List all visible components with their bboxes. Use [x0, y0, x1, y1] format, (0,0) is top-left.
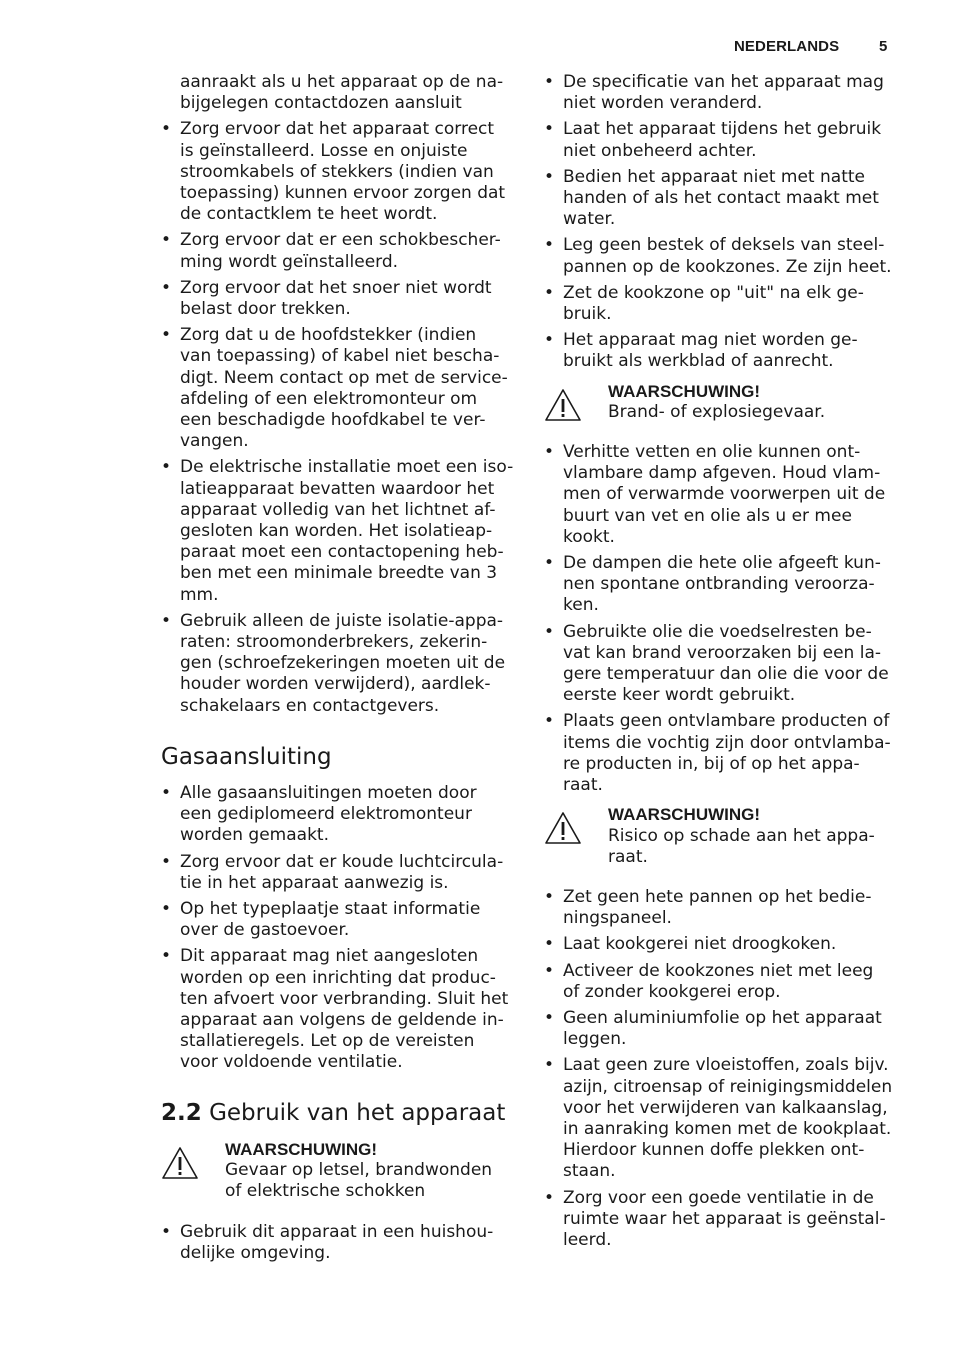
- bullet-icon: •: [544, 1187, 555, 1208]
- text-line: vangen.: [180, 431, 249, 452]
- bullet-list-usage: [161, 1222, 521, 1264]
- list-item: [161, 852, 521, 894]
- text-line: belast door trekken.: [180, 299, 351, 320]
- text-line: pannen op de kookzones. Ze zijn heet.: [563, 256, 892, 277]
- list-item: [544, 442, 904, 548]
- text-line: gere temperatuur dan olie die voor de: [563, 664, 889, 685]
- text-line: bruik.: [563, 304, 612, 325]
- bullet-icon: •: [161, 851, 172, 872]
- bullet-icon: •: [161, 277, 172, 298]
- bullet-list-fire: [544, 442, 904, 796]
- text-line: toepassing) kunnen ervoor zorgen dat: [180, 183, 506, 204]
- text-line: water.: [563, 209, 616, 230]
- text-line: eerste keer wordt gebruikt.: [563, 685, 796, 706]
- text-line: leggen.: [563, 1029, 627, 1050]
- text-line: stroomkabels of stekkers (indien van: [180, 161, 494, 182]
- bullet-icon: •: [161, 946, 172, 967]
- text-line: De elektrische installatie moet een iso-: [180, 457, 514, 478]
- list-item: [161, 457, 521, 605]
- list-item: [544, 711, 904, 796]
- text-line: worden gemaakt.: [180, 825, 329, 846]
- text-line: De specificatie van het apparaat mag: [563, 72, 884, 92]
- text-line: tie in het apparaat aanwezig is.: [180, 872, 449, 893]
- text-line: Zorg ervoor dat het snoer niet wordt: [180, 277, 492, 298]
- warning-block: [544, 804, 904, 868]
- text-line: Laat het apparaat tijdens het gebruik: [563, 119, 882, 140]
- text-line: Gebruik dit apparaat in een huishou-: [180, 1222, 494, 1243]
- text-line: raat.: [563, 775, 603, 796]
- text-line: bruikt als werkblad of aanrecht.: [563, 351, 834, 372]
- bullet-icon: •: [544, 1055, 555, 1076]
- list-item: [544, 235, 904, 277]
- warning-triangle-icon: [544, 388, 582, 422]
- text-line: Gebruik alleen de juiste isolatie-appa-: [180, 610, 504, 631]
- warning-triangle-icon: [544, 811, 582, 845]
- text-line: een gediplomeerd elektromonteur: [180, 804, 472, 825]
- text-line: gen (schroefzekeringen moeten uit de: [180, 653, 506, 674]
- page-header: [700, 38, 900, 58]
- text-line: gesloten kan worden. Het isolatieap-: [180, 521, 493, 542]
- warning-text: [608, 826, 904, 868]
- text-line: schakelaars en contactgevers.: [180, 695, 440, 716]
- text-line: buurt van vet en olie als u er mee: [563, 505, 852, 526]
- text-line: Activeer de kookzones niet met leeg: [563, 960, 874, 981]
- warning-block: [161, 1139, 521, 1203]
- list-item: [544, 887, 904, 929]
- list-item: [161, 230, 521, 272]
- text-line: voor voldoende ventilatie.: [180, 1052, 403, 1073]
- continued-text: [161, 72, 521, 114]
- list-item: [544, 1055, 904, 1182]
- warning-title: WAARSCHUWING!: [608, 805, 761, 825]
- text-line: Het apparaat mag niet worden ge-: [563, 330, 858, 351]
- text-line: Zet geen hete pannen op het bedie-: [563, 886, 872, 907]
- text-line: Gevaar op letsel, brandwonden: [225, 1159, 493, 1180]
- list-item: [161, 119, 521, 225]
- text-line: of zonder kookgerei erop.: [563, 981, 781, 1002]
- list-item: [161, 899, 521, 941]
- bullet-icon: •: [544, 442, 555, 463]
- bullet-icon: •: [161, 610, 172, 631]
- list-item: [544, 72, 904, 114]
- bullet-icon: •: [544, 235, 555, 256]
- right-column: [544, 72, 904, 1256]
- bullet-icon: •: [544, 330, 555, 351]
- text-line: latieapparaat bevatten waardoor het: [180, 478, 495, 499]
- bullet-icon: •: [544, 166, 555, 187]
- text-line: raten: stroomonderbrekers, zekerin-: [180, 632, 488, 653]
- bullet-list-electrical: [161, 119, 521, 716]
- text-line: De dampen die hete olie afgeeft kun-: [563, 553, 881, 574]
- text-line: Dit apparaat mag niet aangesloten: [180, 946, 479, 967]
- list-item: [544, 167, 904, 231]
- list-item: [544, 1008, 904, 1050]
- page-number: 5: [879, 38, 888, 55]
- text-line: voor het verwijderen van kalkaanslag,: [563, 1097, 888, 1118]
- text-line: is geïnstalleerd. Losse en onjuiste: [180, 140, 468, 161]
- list-item: [161, 325, 521, 452]
- list-item: [544, 961, 904, 1003]
- text-line: Geen aluminiumfolie op het apparaat: [563, 1007, 882, 1028]
- bullet-icon: •: [544, 553, 555, 574]
- warning-text: [608, 402, 904, 423]
- text-line: Laat geen zure vloeistoffen, zoals bijv.: [563, 1055, 889, 1076]
- list-item: [544, 622, 904, 707]
- list-item: [161, 611, 521, 717]
- bullet-icon: •: [544, 119, 555, 140]
- bullet-icon: •: [161, 325, 172, 346]
- list-item: [544, 330, 904, 372]
- text-line: aanraakt als u het apparaat op de na-: [180, 72, 504, 92]
- text-line: ben met een minimale breedte van 3: [180, 563, 498, 584]
- text-line: Zorg ervoor dat het apparaat correct: [180, 119, 495, 140]
- list-item: [544, 553, 904, 617]
- bullet-icon: •: [544, 960, 555, 981]
- header-language: NEDERLANDS: [734, 38, 840, 55]
- bullet-icon: •: [544, 282, 555, 303]
- bullet-icon: •: [544, 934, 555, 955]
- text-line: ningspaneel.: [563, 908, 672, 929]
- text-line: of elektrische schokken: [225, 1180, 426, 1201]
- warning-text: [225, 1160, 521, 1202]
- warning-block: [544, 381, 904, 423]
- text-line: Op het typeplaatje staat informatie: [180, 898, 481, 919]
- list-item: [544, 283, 904, 325]
- text-line: raat.: [608, 846, 648, 867]
- warning-title: WAARSCHUWING!: [608, 381, 761, 401]
- text-line: Verhitte vetten en olie kunnen ont-: [563, 442, 861, 463]
- text-line: over de gastoevoer.: [180, 920, 350, 941]
- left-column: [161, 72, 521, 1270]
- bullet-list-usage-continued: [544, 72, 904, 373]
- text-line: Gebruikte olie die voedselresten be-: [563, 621, 872, 642]
- text-line: Leg geen bestek of deksels van steel-: [563, 235, 885, 256]
- text-line: vat kan brand veroorzaken bij een la-: [563, 642, 882, 663]
- list-item: [161, 1222, 521, 1264]
- text-line: ruimte waar het apparaat is geënstal-: [563, 1208, 886, 1229]
- bullet-icon: •: [544, 621, 555, 642]
- text-line: kookt.: [563, 526, 615, 547]
- bullet-icon: •: [544, 711, 555, 732]
- bullet-list-gas: [161, 783, 521, 1074]
- text-line: ken.: [563, 595, 599, 616]
- text-line: Brand- of explosiegevaar.: [608, 401, 826, 422]
- text-line: Hierdoor kunnen doffe plekken ont-: [563, 1140, 865, 1161]
- bullet-icon: •: [544, 1007, 555, 1028]
- text-line: handen of als het contact maakt met: [563, 188, 879, 209]
- text-line: van toepassing) of kabel niet bescha-: [180, 346, 500, 367]
- text-line: Alle gasaansluitingen moeten door: [180, 782, 477, 803]
- text-line: stallatieregels. Let op de vereisten: [180, 1031, 475, 1052]
- section-number: 2.2: [161, 1099, 202, 1126]
- bullet-list-damage: [544, 887, 904, 1251]
- bullet-icon: •: [161, 782, 172, 803]
- text-line: Zorg dat u de hoofdstekker (indien: [180, 325, 477, 346]
- text-line: staan.: [563, 1161, 616, 1182]
- section-title: Gebruik van het apparaat: [209, 1099, 506, 1126]
- text-line: delijke omgeving.: [180, 1243, 331, 1264]
- text-line: ming wordt geïnstalleerd.: [180, 251, 399, 272]
- bullet-icon: •: [161, 230, 172, 251]
- text-line: Zet de kookzone op "uit" na elk ge-: [563, 282, 864, 303]
- list-item: [544, 934, 904, 955]
- text-line: nen spontane ontbranding veroorza-: [563, 574, 875, 595]
- warning-triangle-icon: [161, 1146, 199, 1180]
- text-line: de contactklem te heet wordt.: [180, 204, 438, 225]
- bullet-icon: •: [161, 1222, 172, 1243]
- bullet-icon: •: [161, 119, 172, 140]
- list-item: [544, 119, 904, 161]
- text-line: worden op een inrichting dat produc-: [180, 967, 496, 988]
- text-line: items die vochtig zijn door ontvlamba-: [563, 732, 891, 753]
- text-line: apparaat aan volgens de geldende in-: [180, 1009, 504, 1030]
- text-line: Bedien het apparaat niet met natte: [563, 166, 865, 187]
- bullet-icon: •: [161, 898, 172, 919]
- text-line: een beschadigde hoofdkabel te ver-: [180, 410, 486, 431]
- text-line: mm.: [180, 584, 219, 605]
- text-line: leerd.: [563, 1229, 612, 1250]
- text-line: men of verwarmde voorwerpen uit de: [563, 484, 886, 505]
- text-line: ten afvoert voor verbranding. Sluit het: [180, 988, 509, 1009]
- warning-title: WAARSCHUWING!: [225, 1139, 378, 1159]
- text-line: digt. Neem contact op met de service-: [180, 367, 508, 388]
- text-line: Plaats geen ontvlambare producten of: [563, 711, 890, 732]
- text-line: vlambare damp afgeven. Houd vlam-: [563, 463, 881, 484]
- text-line: bijgelegen contactdozen aansluit: [180, 93, 462, 114]
- text-line: niet onbeheerd achter.: [563, 140, 757, 161]
- text-line: Zorg ervoor dat er een schokbescher-: [180, 230, 501, 251]
- text-line: niet worden veranderd.: [563, 93, 763, 114]
- text-line: Risico op schade aan het appa-: [608, 825, 875, 846]
- text-line: houder worden verwijderd), aardlek-: [180, 674, 491, 695]
- text-line: re producten in, bij of op het appa-: [563, 753, 860, 774]
- bullet-icon: •: [544, 886, 555, 907]
- text-line: Zorg voor een goede ventilatie in de: [563, 1187, 874, 1208]
- bullet-icon: •: [544, 72, 555, 92]
- text-line: in aanraking komen met de kookplaat.: [563, 1118, 892, 1139]
- section-heading-usage: [161, 1099, 521, 1127]
- text-line: afdeling of een elektromonteur om: [180, 388, 478, 409]
- list-item: [544, 1188, 904, 1252]
- list-item: [161, 783, 521, 847]
- list-item: [161, 278, 521, 320]
- text-line: apparaat volledig van het lichtnet af-: [180, 499, 496, 520]
- section-heading-gas: Gasaansluiting: [161, 743, 332, 770]
- text-line: Zorg ervoor dat er koude luchtcircula-: [180, 851, 504, 872]
- text-line: Laat kookgerei niet droogkoken.: [563, 934, 837, 955]
- bullet-icon: •: [161, 457, 172, 478]
- text-line: paraat moet een contactopening heb-: [180, 542, 504, 563]
- list-item: [161, 946, 521, 1073]
- text-line: azijn, citroensap of reinigingsmiddelen: [563, 1076, 893, 1097]
